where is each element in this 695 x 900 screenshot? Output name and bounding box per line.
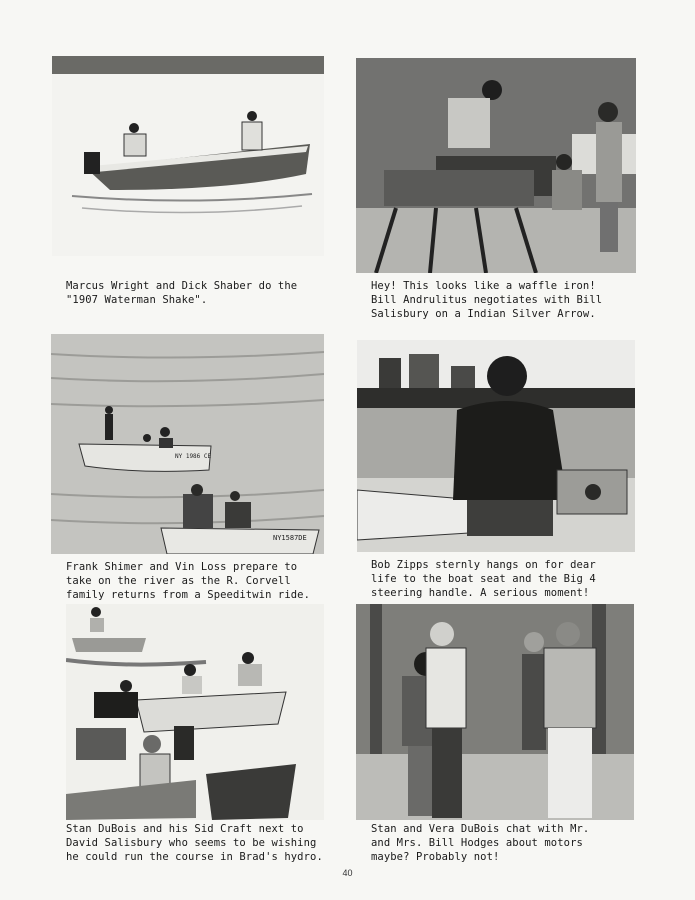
boat-registration-1: NY 1986 CE bbox=[175, 453, 212, 460]
caption-photo-4: Bob Zipps sternly hangs on for dear life to the boat seat and the Big 4 steering handle. A serious moment! bbox=[371, 559, 596, 599]
photo-sid-craft-hydro bbox=[66, 604, 324, 820]
photo-river-speeditwin bbox=[51, 334, 324, 554]
caption-photo-5: Stan DuBois and his Sid Craft next to David Salisbury who seems to be wishing he could run the course in Brad's hydro. bbox=[66, 823, 323, 863]
photo-wright-shaber-boat bbox=[52, 56, 324, 256]
caption-photo-2: Hey! This looks like a waffle iron! Bill Andrulitus negotiates with Bill Salisbury on a Indian Silver Arrow. bbox=[371, 280, 603, 320]
photo-waffle-iron-motors bbox=[356, 58, 636, 273]
photo-dubois-hodges-chat bbox=[356, 604, 634, 820]
caption-photo-1: Marcus Wright and Dick Shaber do the "1907 Waterman Shake". bbox=[66, 280, 298, 306]
photo-bob-zipps-tiller bbox=[357, 340, 635, 552]
boat-registration-2: NY1587DE bbox=[273, 534, 307, 542]
caption-photo-3: Frank Shimer and Vin Loss prepare to take on the river as the R. Corvell family returns from a Speeditwin ride. bbox=[66, 561, 311, 601]
page-number: 40 bbox=[342, 868, 353, 878]
caption-photo-6: Stan and Vera DuBois chat with Mr. and Mrs. Bill Hodges about motors maybe? Probably not! bbox=[371, 823, 590, 863]
